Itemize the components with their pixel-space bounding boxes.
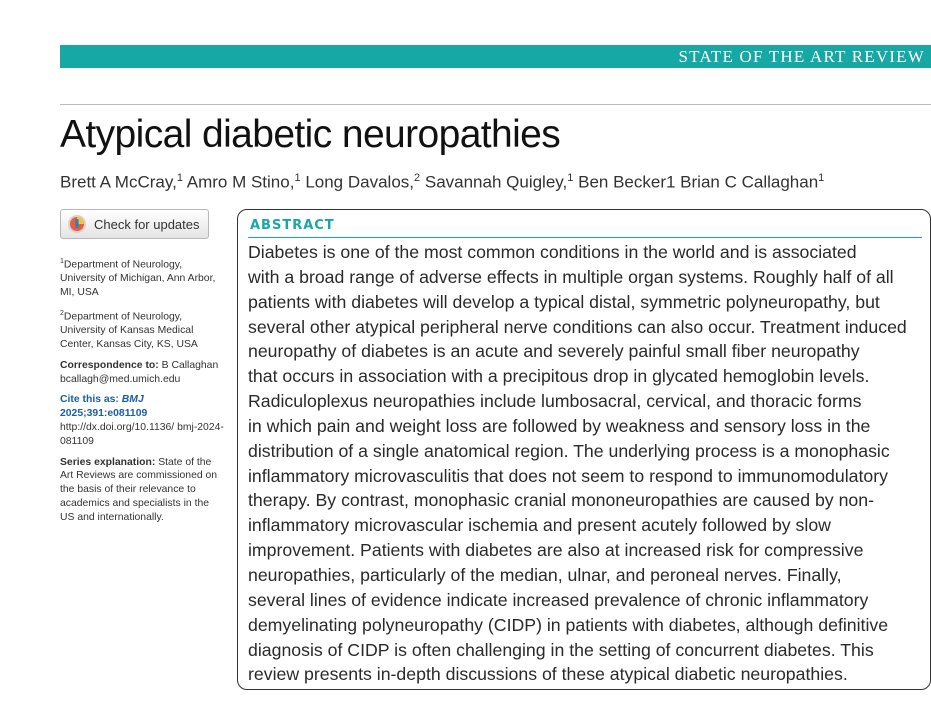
correspondence [60, 359, 225, 387]
affiliation-mark: 1 [60, 258, 64, 265]
citation-label: Cite this as: [60, 394, 119, 406]
section-banner [60, 45, 931, 68]
abstract-line: in which pain and weight loss are followed by weakness and sensory loss in the [248, 415, 871, 436]
abstract-line: demyelinating polyneuropathy (CIDP) in patients with diabetes, although definitive [248, 614, 889, 635]
author-affiliation-mark: 1 [294, 172, 301, 184]
abstract-line: diagnosis of CIDP is often challenging in the setting of concurrent diabetes. This [248, 639, 874, 660]
author-affiliation-mark: 1 [567, 172, 574, 184]
abstract-heading: ABSTRACT [250, 218, 335, 233]
series-text: State of the Art Reviews are commissioned on the basis of their relevance to academics and specialists in the US and internationally. [60, 456, 218, 523]
author-affiliation-mark: 1 [818, 172, 825, 184]
citation [60, 393, 225, 448]
abstract-line: inflammatory microvasculitis that does not seem to respond to immunomodulatory [248, 465, 888, 486]
abstract-line: Radiculoplexus neuropathies include lumbosacral, cervical, and thoracic forms [248, 391, 862, 412]
abstract-line: review presents in-depth discussions of these atypical diabetic neuropathies. [248, 664, 848, 685]
affiliation [60, 255, 225, 300]
abstract-divider [248, 237, 922, 238]
check-for-updates-label: Check for updates [94, 216, 200, 232]
abstract-line: patients with diabetes will develop a typical distal, symmetric polyneuropathy, but [248, 291, 880, 312]
abstract-line: improvement. Patients with diabetes are also at increased risk for compressive [248, 540, 864, 561]
author-name: Savannah Quigley, [424, 172, 568, 192]
abstract-line: neuropathy of diabetes is an acute and severely painful small fiber neuropathy [248, 341, 860, 362]
author-name: Amro M Stino, [186, 172, 295, 192]
title-divider [60, 104, 931, 105]
citation-journal: BMJ [121, 394, 144, 406]
affiliation-text: Department of Neurology, University of Kansas Medical Center, Kansas City, KS, USA [60, 311, 198, 350]
abstract-panel [237, 209, 931, 690]
abstract-body [248, 240, 907, 687]
author-name: Brett A McCray, [60, 172, 177, 192]
abstract-line: neuropathies, particularly of the median, ulnar, and peroneal nerves. Finally, [248, 564, 842, 585]
series-explanation [60, 456, 225, 525]
article-title: Atypical diabetic neuropathies [60, 113, 561, 156]
author-name: Long Davalos, [305, 172, 414, 192]
abstract-line: Diabetes is one of the most common conditions in the world and is associated [248, 242, 857, 262]
affiliation [60, 307, 225, 352]
abstract-line: with a broad range of adverse effects in multiple organ systems. Roughly half of all [248, 266, 894, 287]
author-affiliation-mark: 2 [414, 172, 421, 184]
affiliation-text: Department of Neurology, University of Michigan, Ann Arbor, MI, USA [60, 259, 216, 299]
author-list [60, 172, 824, 193]
abstract-line: distribution of a single anatomical region. The underlying process is a monophasic [248, 440, 890, 461]
series-label: Series explanation: [60, 456, 156, 468]
check-for-updates-button[interactable] [60, 209, 209, 239]
abstract-line: several other atypical peripheral nerve conditions can also occur. Treatment induced [248, 316, 907, 337]
author-affiliation-mark: 1 [176, 172, 183, 184]
section-label: STATE OF THE ART REVIEW [678, 47, 925, 66]
correspondence-email[interactable]: bcallagh@med.umich.edu [60, 373, 181, 385]
affiliation-mark: 2 [60, 309, 64, 317]
abstract-line: that occurs in association with a precipitous drop in glycated hemoglobin levels. [248, 366, 870, 387]
doi-link[interactable]: http://dx.doi.org/10.1136/ bmj-2024-081109 [60, 421, 224, 447]
author-name: Ben Becker1 Brian C Callaghan [578, 172, 819, 192]
correspondence-name: B Callaghan [161, 359, 219, 371]
check-for-updates-icon [67, 214, 87, 234]
article-sidebar [60, 255, 225, 531]
abstract-line: inflammatory microvascular ischemia and present acutely followed by slow [248, 515, 831, 536]
citation-reference: 2025;391:e081109 [60, 408, 148, 420]
abstract-line: therapy. By contrast, monophasic cranial mononeuropathies are caused by non- [248, 490, 874, 511]
correspondence-label: Correspondence to: [60, 359, 159, 371]
abstract-line: several lines of evidence indicate increased prevalence of chronic inflammatory [248, 589, 869, 610]
